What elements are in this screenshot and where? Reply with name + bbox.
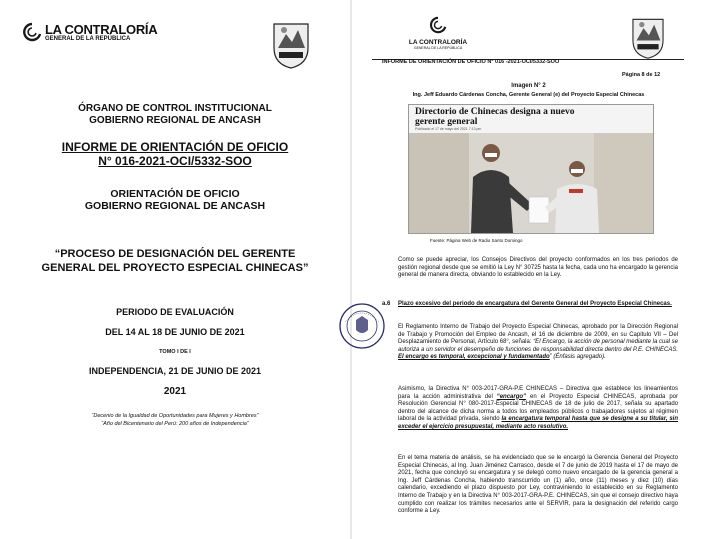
contraloria-logo-small bbox=[408, 16, 468, 50]
paragraph-3 bbox=[398, 386, 678, 432]
process-line-2: GENERAL DEL PROYECTO ESPECIAL CHINECAS” bbox=[41, 262, 309, 274]
paragraph-2-text: El Reglamento Interno de Trabajo del Proyecto Especial Chinecas, aprobado por la Dirección Regional de Trabajo y Promoción del Empleo de Ancash, el 16 de diciembre de 2009, en su Capitulo VII – Del Desplazamiento de Personal, Artículo 68°, señala: bbox=[398, 324, 678, 346]
content-page bbox=[352, 0, 705, 539]
process-line-1: “PROCESO DE DESIGNACIÓN DEL GERENTE bbox=[54, 248, 296, 260]
photo-scene bbox=[409, 133, 653, 233]
city-date: INDEPENDENCIA, 21 DE JUNIO DE 2021 bbox=[88, 366, 262, 376]
tomo-label: TOMO I DE I bbox=[159, 349, 191, 355]
photo-headline-line-1: Directorio de Chinecas designa a nuevo bbox=[415, 107, 575, 117]
organ-line-1: ÓRGANO DE CONTROL INSTITUCIONAL bbox=[78, 103, 272, 114]
brand-sub-small: GENERAL DE LA REPÚBLICA bbox=[413, 46, 463, 50]
region-ancash-crest-icon bbox=[628, 14, 668, 60]
paragraph-3-text: Asimismo, la Directiva N° 003-2017-GRA-P.E CHINECAS – Directiva que establece los lineamientos para la acción administrativa del bbox=[398, 386, 678, 400]
page-number: Página 8 de 12 bbox=[622, 72, 661, 78]
report-title bbox=[0, 140, 350, 168]
brand-name: LA CONTRALORÍA bbox=[45, 22, 158, 37]
year-label: 2021 bbox=[163, 386, 187, 397]
orientation-line-2: GOBIERNO REGIONAL DE ANCASH bbox=[84, 200, 266, 212]
document-handed bbox=[529, 197, 549, 223]
official-stamp-icon bbox=[338, 302, 386, 350]
contraloria-logo-icon bbox=[22, 22, 42, 42]
paragraph-3-encargo: “encargo” bbox=[496, 393, 527, 400]
organ-heading bbox=[0, 103, 350, 127]
brand-name-small: LA CONTRALORÍA bbox=[408, 39, 468, 46]
orientation-line-1: ORIENTACIÓN DE OFICIO bbox=[110, 188, 240, 200]
paragraph-2 bbox=[398, 324, 678, 362]
contraloria-logo bbox=[22, 22, 157, 42]
paragraph-2-emphasis: El encargo es temporal, excepcional y fundamentado bbox=[398, 354, 550, 361]
section-number: a.6 bbox=[382, 301, 391, 307]
decenio-line-2: “Año del Bicentenario del Perú: 200 años de Independencia” bbox=[101, 421, 249, 427]
paragraph-2-quote: “El Encargo, la acción de personal mediante la cual se autoriza a un servidor el desempeño de funciones de responsabilidad directa dentro del P.E. CHINECAS. bbox=[398, 339, 678, 353]
photo-meta: Publicado el 17 de mayo del 2021 7:13 pm bbox=[415, 127, 482, 131]
news-photo bbox=[408, 104, 654, 234]
decenio-line-1: “Decenio de la Igualdad de Oportunidades para Mujeres y Hombres” bbox=[91, 413, 259, 419]
paragraph-2-end: ” (Énfasis agregado). bbox=[549, 354, 606, 361]
running-header: INFORME DE ORIENTACIÓN DE OFICIO N° 016 -2021-OCI/5332-SOO bbox=[382, 59, 560, 65]
image-caption: Ing. Jeff Eduardo Cárdenas Concha, Gerente General (e) del Proyecto Especial Chinecas bbox=[412, 92, 645, 98]
period-label: PERIODO DE EVALUACIÓN bbox=[116, 307, 234, 317]
report-title-line-2: N° 016-2021-OCI/5332-SOO bbox=[98, 154, 252, 168]
report-title-line-1: INFORME DE ORIENTACIÓN DE OFICIO bbox=[61, 140, 289, 154]
photo-headline-line-2: gerente general bbox=[415, 117, 478, 127]
section-title: Plazo excesivo del periodo de encargatura del Gerente General del Proyecto Especial Chinecas. bbox=[398, 301, 672, 307]
image-source: Fuente: Página Web de Radio Santo Domingo bbox=[430, 238, 523, 243]
image-label: Imagen N° 2 bbox=[511, 83, 546, 89]
paragraph-4: En el tema materia de análisis, se ha evidenciado que se le encargó la Gerencia General del Proyecto Especial Chinecas, al Ing. Juan Jiménez Carrasco, desde el 7 de junio de 2019 hasta el 17 de mayo de 2021, fecha que concluyó su encargatura y se delegó como nuevo encargado de la gerencia general a Ing. Jeff Cárdenas Concha, habiendo transcurrido un (1) año, once (11) meses y diez (10) días calendario, excediendo el plazo dispuesto por Ley, contraviniendo lo establecido en su Reglamento Interno de Trabajo y en la Directiva N° 003-2017-GRA-P.E. CHINECAS, sin que el consejo directivo haya cumplido con realizar los trámites necesarios ante el SERVIR, para la designación del referido cargo conforme a Ley. bbox=[398, 455, 678, 515]
person-left-body bbox=[471, 170, 513, 233]
cover-page bbox=[0, 0, 350, 539]
contraloria-logo-icon bbox=[428, 16, 448, 34]
organ-line-2: GOBIERNO REGIONAL DE ANCASH bbox=[89, 115, 261, 126]
orientation-heading bbox=[0, 188, 350, 212]
paragraph-3-emphasis: la encargatura temporal hasta que se designe a su titular, sin exceder el ejercicio presupuestal, mediante acto resolutivo. bbox=[398, 416, 678, 430]
paragraph-1: Como se puede apreciar, los Consejos Directivos del proyecto conformados en los tres periodos de gestión regional desde que se emitió la Ley N° 30725 hasta la fecha, cada uno ha encargado la gerencia general de manera directa, obviando lo establecido en la Ley. bbox=[398, 257, 678, 279]
region-ancash-crest-icon bbox=[270, 18, 312, 70]
process-title bbox=[0, 247, 350, 275]
period-dates: DEL 14 AL 18 DE JUNIO DE 2021 bbox=[105, 327, 245, 337]
photo-headline bbox=[415, 107, 574, 127]
decenio-note bbox=[0, 412, 350, 428]
brand-sub: GENERAL DE LA REPÚBLICA bbox=[45, 36, 131, 42]
paragraph-3-middle: en el Proyecto Especial CHINECAS, aprobada por Resolución Gerencial N° 080-2017-Especial CHINECAS de 18 de julio de 2017, señala su apartado dentro del alcance de dicha norma a todos los empleados públicos o trabajadores sujetos al régimen laboral de la actividad privada, siendo bbox=[398, 393, 678, 423]
